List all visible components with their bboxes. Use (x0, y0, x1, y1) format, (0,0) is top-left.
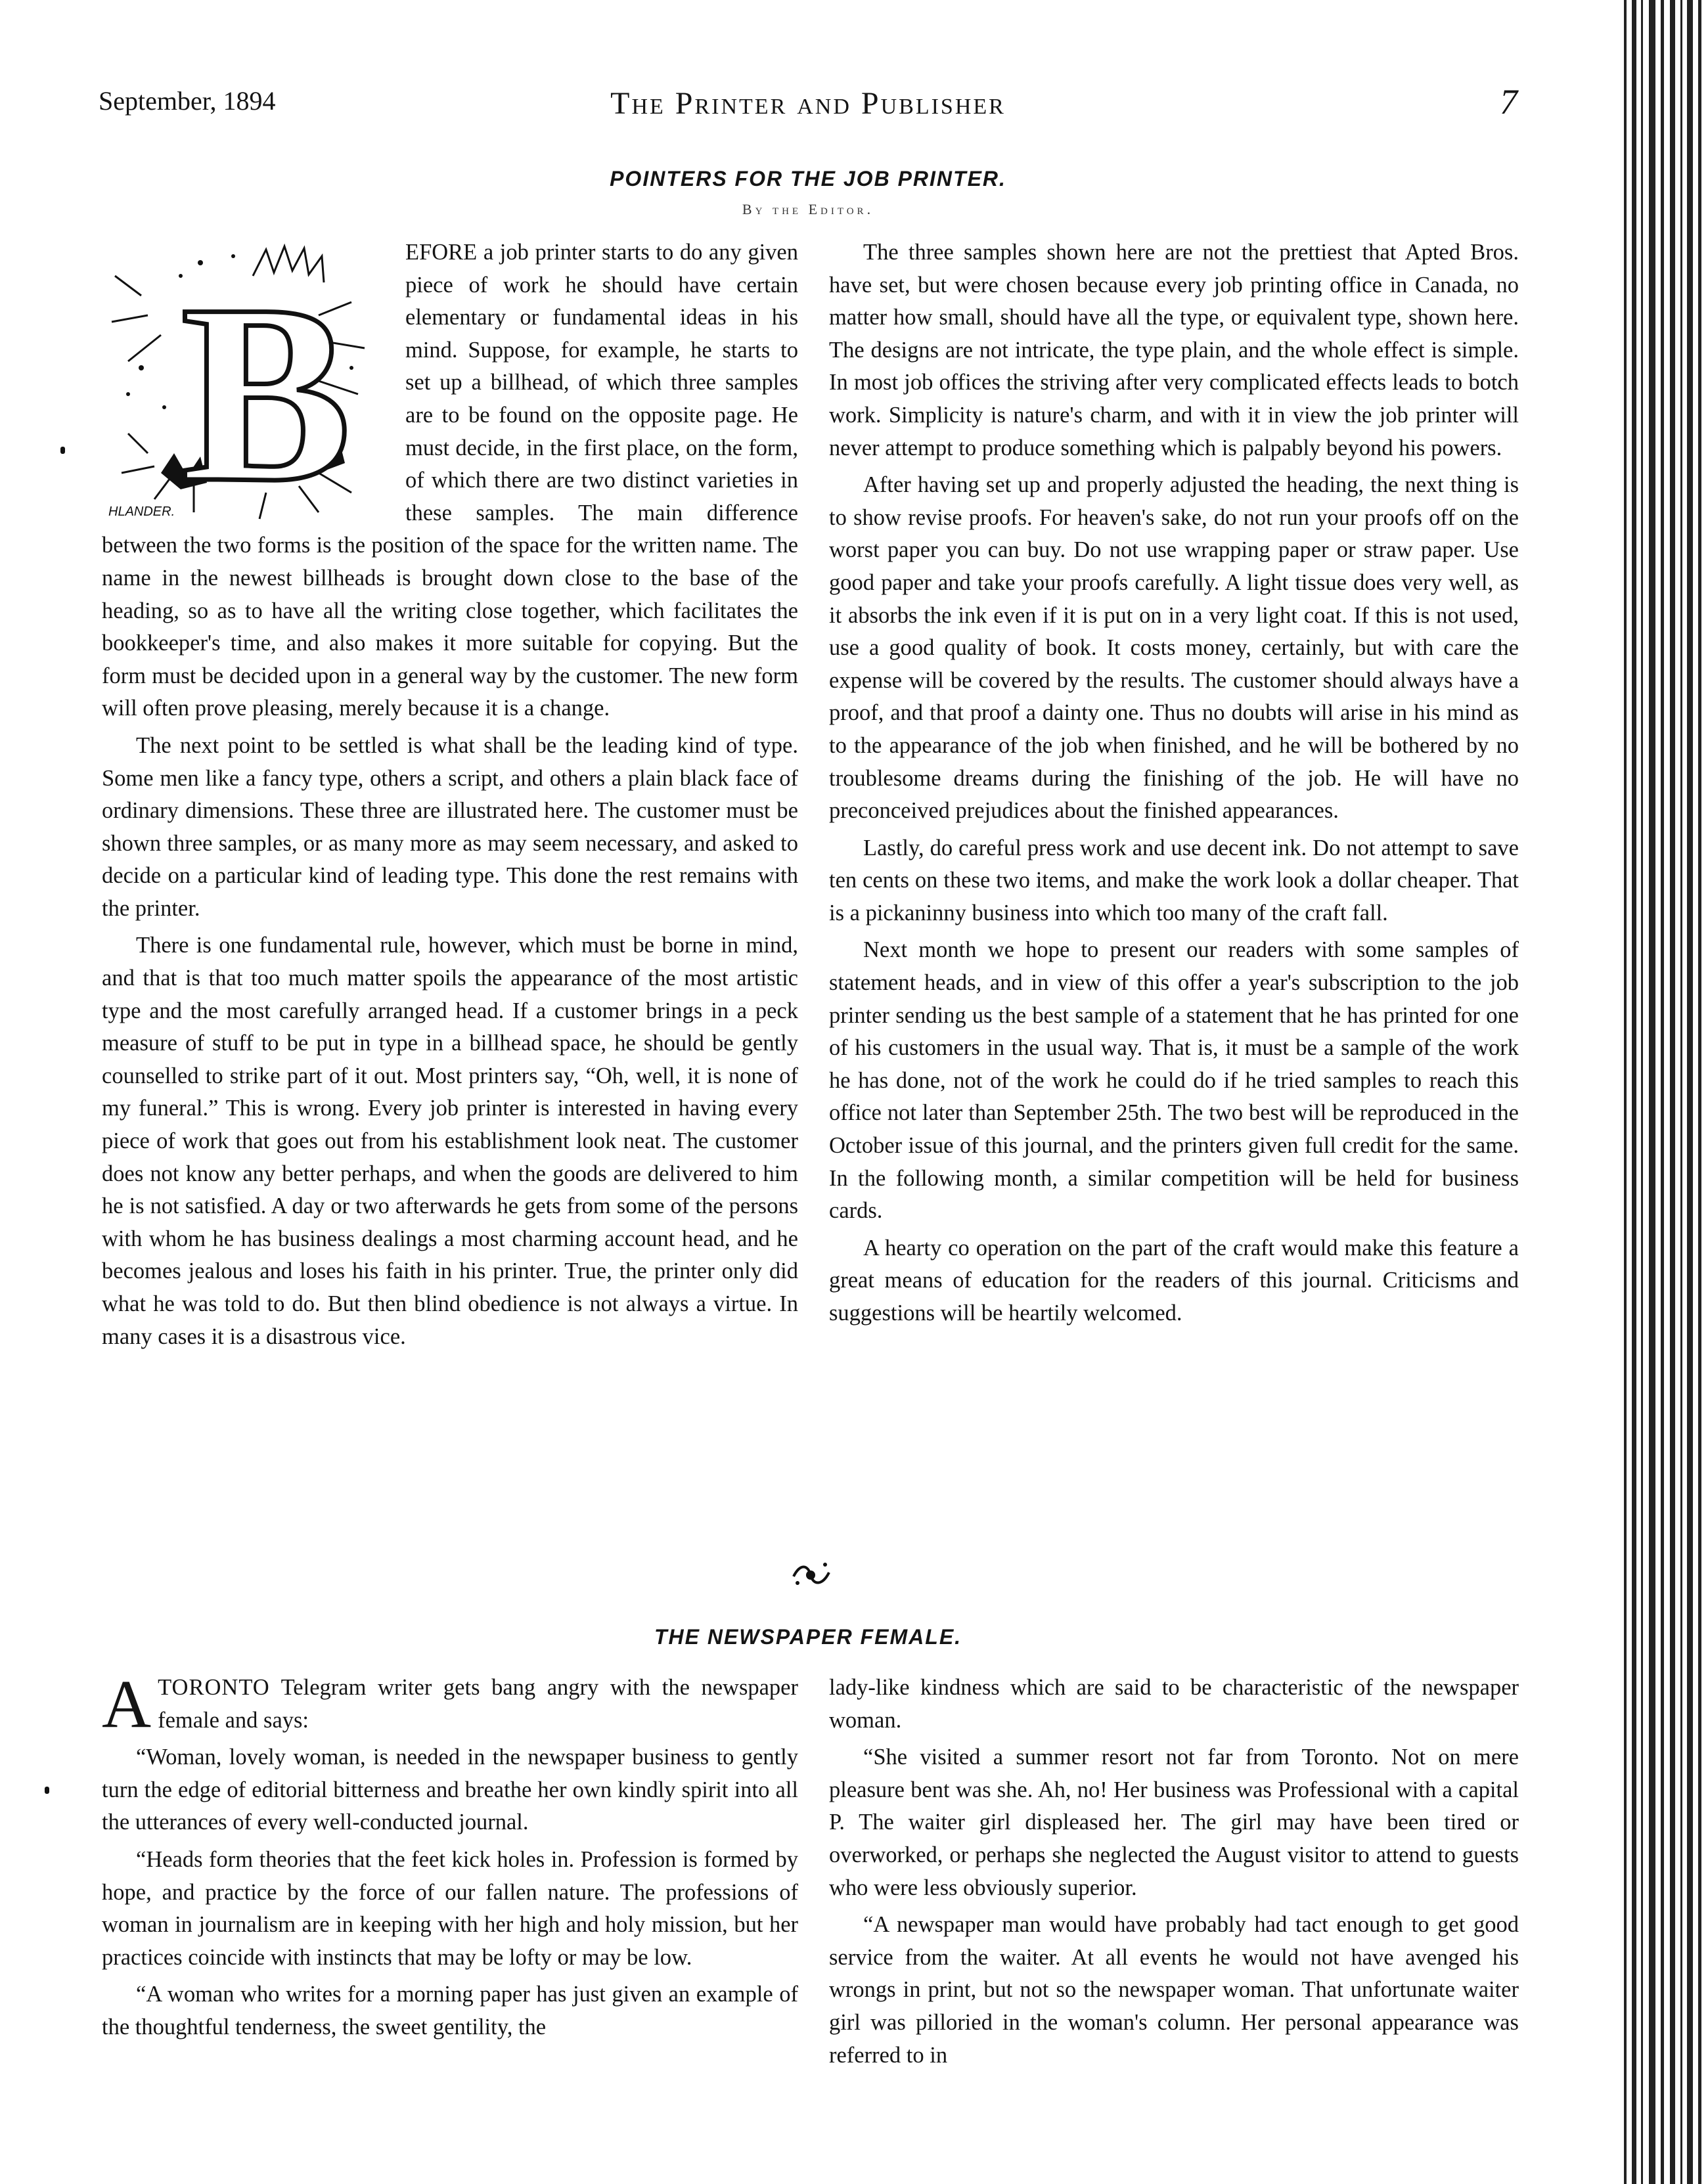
article1-paragraph-8: A hearty co operation on the part of the craft would make this feature a great means of education for the readers of this journal. Criticisms and suggestions will be heartily welcomed. (829, 1235, 1519, 1326)
lead-text: Telegram writer gets bang angry with the newspaper female and says: (158, 1675, 798, 1733)
article1-paragraph-3: There is one fundamental rule, however, which must be borne in mind, and that is that too much matter spoils the appearance of the most artistic type and the most carefully arranged head. If a customer brings in a peck measure of stuff to be put in type in a billhead space, he should be gently counselled to strike part of it out. Most printers say, “Oh, well, it is none of my funeral.” This is wrong. Every job printer is interested in having every piece of work that goes out from his establishment look neat. The customer does not know any better perhaps, and when the goods are delivered to him he is not satisfied. A day or two afterwards he gets from some of the persons with whom he has business dealings a most charming account head, and he becomes jealous and loses his faith in his printer. True, the printer only did what he was told to do. But then blind obedience is not always a virtue. In many cases it is a disastrous vice. (102, 933, 798, 1349)
article2-paragraph-3: “Heads form theories that the feet kick holes in. Profession is formed by hope, and practice by the force of our fallen nature. The professions of woman in journalism are in keeping with her high and holy mission, but her practices coincide with instincts that may be lofty or may be low. (102, 1846, 798, 1970)
article2-left-column (102, 1666, 798, 2049)
ornamental-dropcap-b-icon (102, 236, 396, 522)
dropcap-a: A (102, 1666, 152, 1742)
article2-lead-paragraph (102, 1666, 798, 1742)
article1-right-column (829, 236, 1519, 1335)
article-title-job-printer: POINTERS FOR THE JOB PRINTER. (610, 167, 1006, 190)
article2-right-column (829, 1672, 1519, 2076)
article2-paragraph-4: “A woman who writes for a morning paper has just given an example of the thoughtful tenderness, the sweet gentility, the (102, 1982, 798, 2039)
article1-paragraph-5: After having set up and properly adjusted the heading, the next thing is to show revise proofs. For heaven's sake, do not run your proofs off on the worst paper you can buy. Do not use wrapping paper or straw paper. Use good paper and take your proofs carefully. A light tissue does very well, as it absorbs the ink even if it is put on in a very light coat. If this is not used, use a good quality of book. It costs money, certainly, but with care the expense will be covered by the results. The customer should always have a proof, and that proof a dainty one. Thus no doubts will arise in his mind as to the appearance of the job when finished, and he will be bothered by no troublesome dreams during the finishing of the job. He will have no preconceived prejudices about the finished appearances. (829, 472, 1519, 824)
page-number: 7 (1500, 82, 1517, 122)
article2-paragraph-6: “A newspaper man would have probably had tact enough to get good service from the waiter. At all events he would not have avenged his wrongs in print, but not so the newspaper woman. That unfortunate waiter girl was pilloried in the woman's column. Her personal appearance was referred to in (829, 1912, 1519, 2068)
article1-left-column (102, 236, 798, 1358)
running-head (99, 82, 1517, 131)
lead-caps: TORONTO (158, 1675, 270, 1700)
article2-continued-fragment: lady-like kindness which are said to be characteristic of the newspaper woman. (829, 1675, 1519, 1733)
article2-paragraph-5: “She visited a summer resort not far from Toronto. Not on mere pleasure bent was she. Ah, no! Her business was Professional with a capital P. The waiter girl displeased her. The girl may have been tired or overworked, or perhaps she neglected the August visitor to attend to guests who were less obviously superior. (829, 1745, 1519, 1900)
illustrator-signature: HLANDER. (108, 504, 175, 519)
article1-paragraph-1: EFORE a job printer starts to do any given piece of work he should have certain elementary or fundamental ideas in his mind. Suppose, for example, he starts to set up a billhead, of which three samples are to be found on the opposite page. He must decide, in the first place, on the form, of which there are two distinct varieties in these samples. The main difference between the two forms is the position of the space for the written name. The name in the newest billheads is brought down close to the base of the heading, so as to have all the writing close together, which facilitates the bookkeeper's time, and also makes it more suitable for copying. But the form must be decided upon in a general way by the customer. The new form will often prove pleasing, merely because it is a change. (102, 240, 798, 721)
article1-paragraph-7: Next month we hope to present our readers with some samples of statement heads, and in view of this offer a year's subscription to the job printer sending us the best sample of a statement that he has printed for one of his customers in the usual way. That is, it must be a sample of the work he has done, not of the work he could do if he tried samples to reach this office not later than September 25th. The two best will be reproduced in the October issue of this journal, and the printers given full credit for the same. In the following month, a similar competition will be held for business cards. (829, 937, 1519, 1224)
ornament-divider-icon (788, 1557, 834, 1593)
article1-paragraph-6: Lastly, do careful press work and use decent ink. Do not attempt to save ten cents on these two items, and make the work look a dollar cheaper. That is a pickaninny business into which too many of the craft fall. (829, 835, 1519, 925)
dropcap-letter: B (181, 252, 352, 522)
article2-paragraph-2: “Woman, lovely woman, is needed in the newspaper business to gently turn the edge of editorial bitterness and breathe her own kindly spirit into all the utterances of every well-conducted journal. (102, 1745, 798, 1835)
article1-paragraph-2: The next point to be settled is what shall be the leading kind of type. Some men like a fancy type, others a script, and others a plain black face of ordinary dimensions. These three are illustrated here. The customer must be shown three samples, or as many more as may seem necessary, and asked to decide on a particular kind of leading type. This done the rest remains with the printer. (102, 732, 798, 921)
article-byline: By the Editor. (742, 201, 874, 217)
publication-title: The Printer and Publisher (610, 86, 1006, 121)
article1-paragraph-4: The three samples shown here are not the prettiest that Apted Bros. have set, but were chosen because every job printing office in Canada, no matter how small, should have all the type, or equivalent type, shown here. The designs are not intricate, the type plain, and the whole effect is simple. In most job offices the striving after very complicated effects leads to botch work. Simplicity is nature's charm, and with it in view the job printer will never attempt to produce something which is palpably beyond his powers. (829, 240, 1519, 460)
binding-edge (1616, 0, 1708, 2184)
article-title-newspaper-female: THE NEWSPAPER FEMALE. (654, 1625, 962, 1649)
margin-mark (45, 1787, 49, 1794)
issue-date: September, 1894 (99, 86, 276, 116)
margin-mark (60, 447, 65, 454)
